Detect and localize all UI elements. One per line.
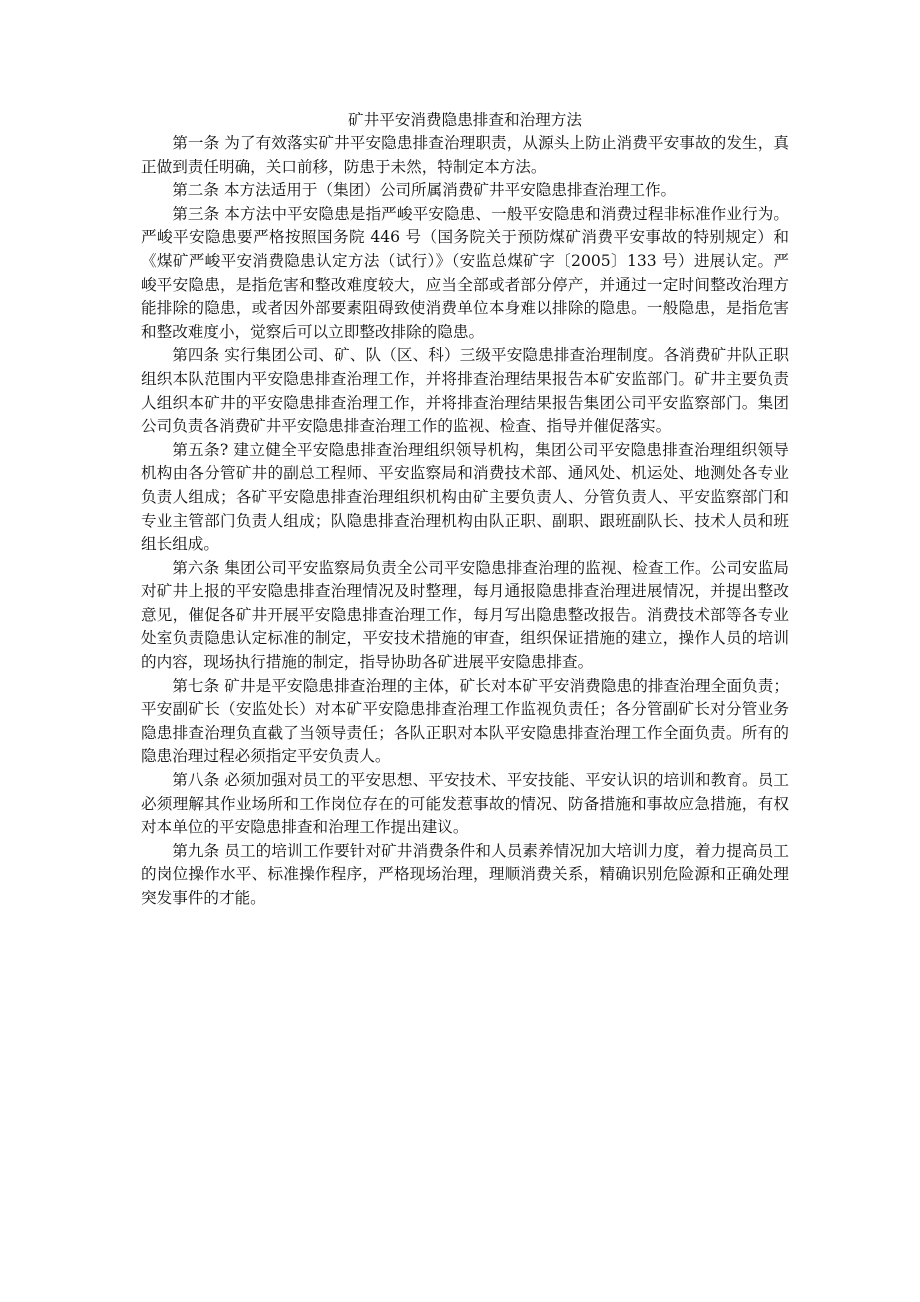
article-9: 第九条 员工的培训工作要针对矿井消费条件和人员素养情况加大培训力度，着力提高员工的岗位操作水平、标准操作程序，严格现场治理，理顺消费关系，精确识别危险源和正确处理突发事件的才能。 xyxy=(141,841,789,907)
article-8: 第八条 必须加强对员工的平安思想、平安技术、平安技能、平安认识的培训和教育。员工必须理解其作业场所和工作岗位存在的可能发惹事故的情况、防备措施和事故应急措施，有权对本单位的平安隐患排查和治理工作提出建议。 xyxy=(141,771,789,837)
article-3: 第三条 本方法中平安隐患是指严峻平安隐患、一般平安隐患和消费过程非标准作业行为。严峻平安隐患要严格按照国务院 446 号（国务院关于预防煤矿消费平安事故的特别规定）和《煤矿严峻平安消费隐患认定方法（试行）》（安监总煤矿字〔2005〕133 号）进展认定。严峻平安隐患，是指危害和整改难度较大，应当全部或者部分停产，并通过一定时间整改治理方能排除的隐患，或者因外部要素阻碍致使消费单位本身难以排除的隐患。一般隐患，是指危害和整改难度小，觉察后可以立即整改排除的隐患。 xyxy=(141,204,789,341)
document-page xyxy=(141,108,789,911)
article-4: 第四条 实行集团公司、矿、队（区、科）三级平安隐患排查治理制度。各消费矿井队正职组织本队范围内平安隐患排查治理工作，并将排查治理结果报告本矿安监部门。矿井主要负责人组织本矿井的平安隐患排查治理工作，并将排查治理结果报告集团公司平安监察部门。集团公司负责各消费矿井平安隐患排查治理工作的监视、检查、指导并催促落实。 xyxy=(141,346,789,436)
article-7: 第七条 矿井是平安隐患排查治理的主体，矿长对本矿平安消费隐患的排查治理全面负责；平安副矿长（安监处长）对本矿平安隐患排查治理工作监视负责任；各分管副矿长对分管业务隐患排查治理负直截了当领导责任；各队正职对本队平安隐患排查治理工作全面负责。所有的隐患治理过程必须指定平安负责人。 xyxy=(141,676,789,766)
document-title: 矿井平安消费隐患排查和治理方法 xyxy=(348,111,582,129)
article-5: 第五条? 建立健全平安隐患排查治理组织领导机构，集团公司平安隐患排查治理组织领导机构由各分管矿井的副总工程师、平安监察局和消费技术部、通风处、机运处、地测处各专业负责人组成；各矿平安隐患排查治理组织机构由矿主要负责人、分管负责人、平安监察部门和专业主管部门负责人组成；队隐患排查治理机构由队正职、副职、跟班副队长、技术人员和班组长组成。 xyxy=(141,440,789,554)
article-2: 第二条 本方法适用于（集团）公司所属消费矿井平安隐患排查治理工作。 xyxy=(172,181,677,200)
article-6: 第六条 集团公司平安监察局负责全公司平安隐患排查治理的监视、检查工作。公司安监局对矿井上报的平安隐患排查治理情况及时整理，每月通报隐患排查治理进展情况，并提出整改意见，催促各矿井开展平安隐患排查治理工作，每月写出隐患整改报告。消费技术部等各专业处室负责隐患认定标准的制定，平安技术措施的审查，组织保证措施的建立，操作人员的培训的内容，现场执行措施的制定，指导协助各矿进展平安隐患排查。 xyxy=(141,558,789,672)
article-1: 第一条 为了有效落实矿井平安隐患排查治理职责，从源头上防止消费平安事故的发生，真正做到责任明确，关口前移，防患于未然，特制定本方法。 xyxy=(141,134,789,176)
